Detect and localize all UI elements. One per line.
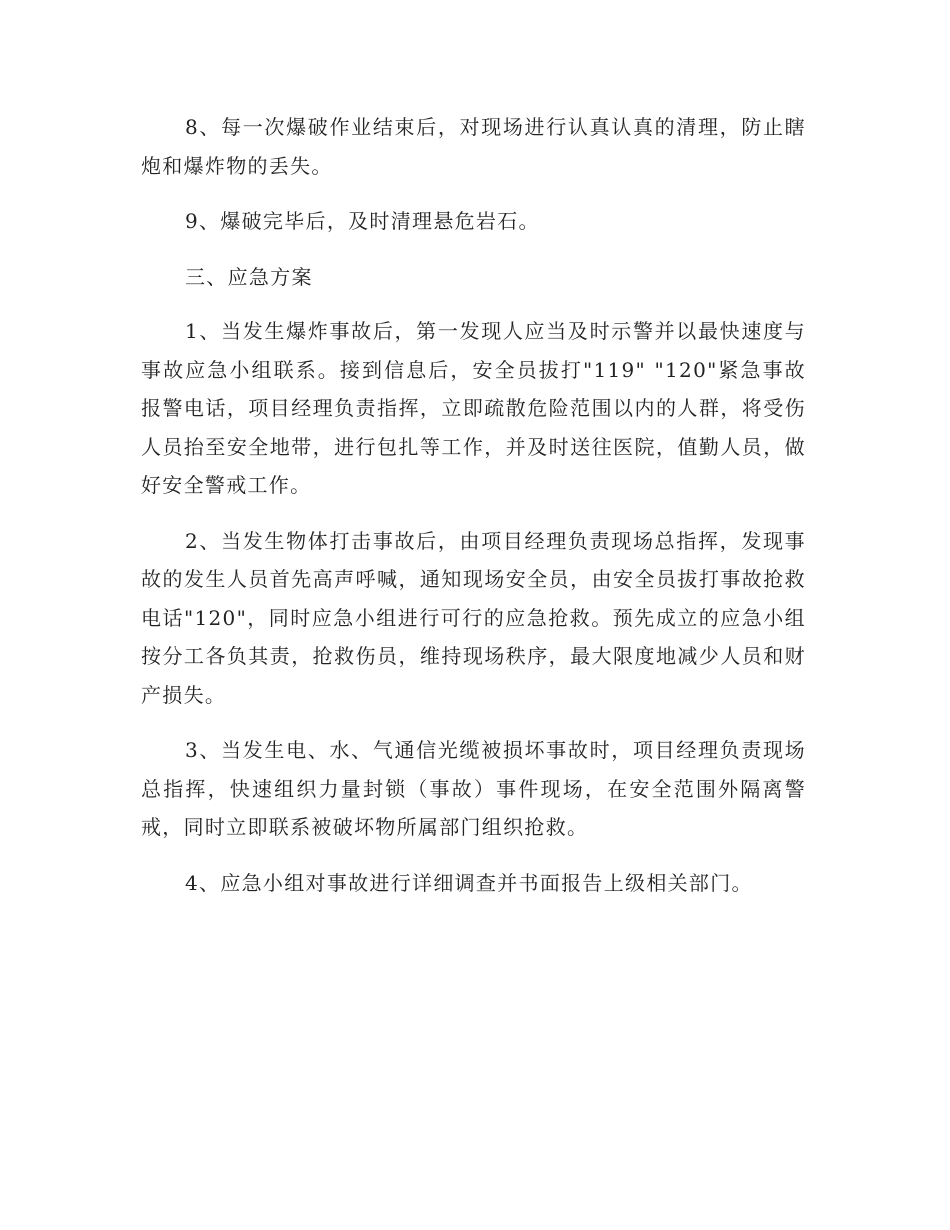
- document-body: [141, 108, 806, 919]
- paragraph-item-8: 8、每一次爆破作业结束后，对现场进行认真认真的清理，防止瞎炮和爆炸物的丢失。: [141, 115, 806, 178]
- section-heading-emergency-plan: 三、应急方案: [185, 264, 313, 289]
- paragraph-emergency-4: 4、应急小组对事故进行详细调查并书面报告上级相关部门。: [185, 870, 753, 895]
- paragraph-item-9: 9、爆破完毕后，及时清理悬危岩石。: [185, 209, 540, 233]
- paragraph-emergency-2: 2、当发生物体打击事故后，由项目经理负责现场总指挥，发现事故的发生人员首先高声呼喊，通知现场安全员，由安全员拔打事故抢救电话"120"，同时应急小组进行可行的应急抢救。预先成立的应急小组按分工各负其责，抢救伤员，维持现场秩序，最大限度地减少人员和财产损失。: [141, 528, 806, 707]
- paragraph-emergency-1: 1、当发生爆炸事故后，第一发现人应当及时示警并以最快速度与事故应急小组联系。接到信息后，安全员拔打"119" "120"紧急事故报警电话，项目经理负责指挥，立即疏散危险范围以内的人群，将受伤人员抬至安全地带，进行包扎等工作，并及时送往医院，值勤人员，做好安全警戒工作。: [141, 319, 806, 497]
- paragraph-emergency-3: 3、当发生电、水、气通信光缆被损坏事故时，项目经理负责现场总指挥，快速组织力量封锁（事故）事件现场，在安全范围外隔离警戒，同时立即联系被破坏物所属部门组织抢救。: [141, 738, 806, 839]
